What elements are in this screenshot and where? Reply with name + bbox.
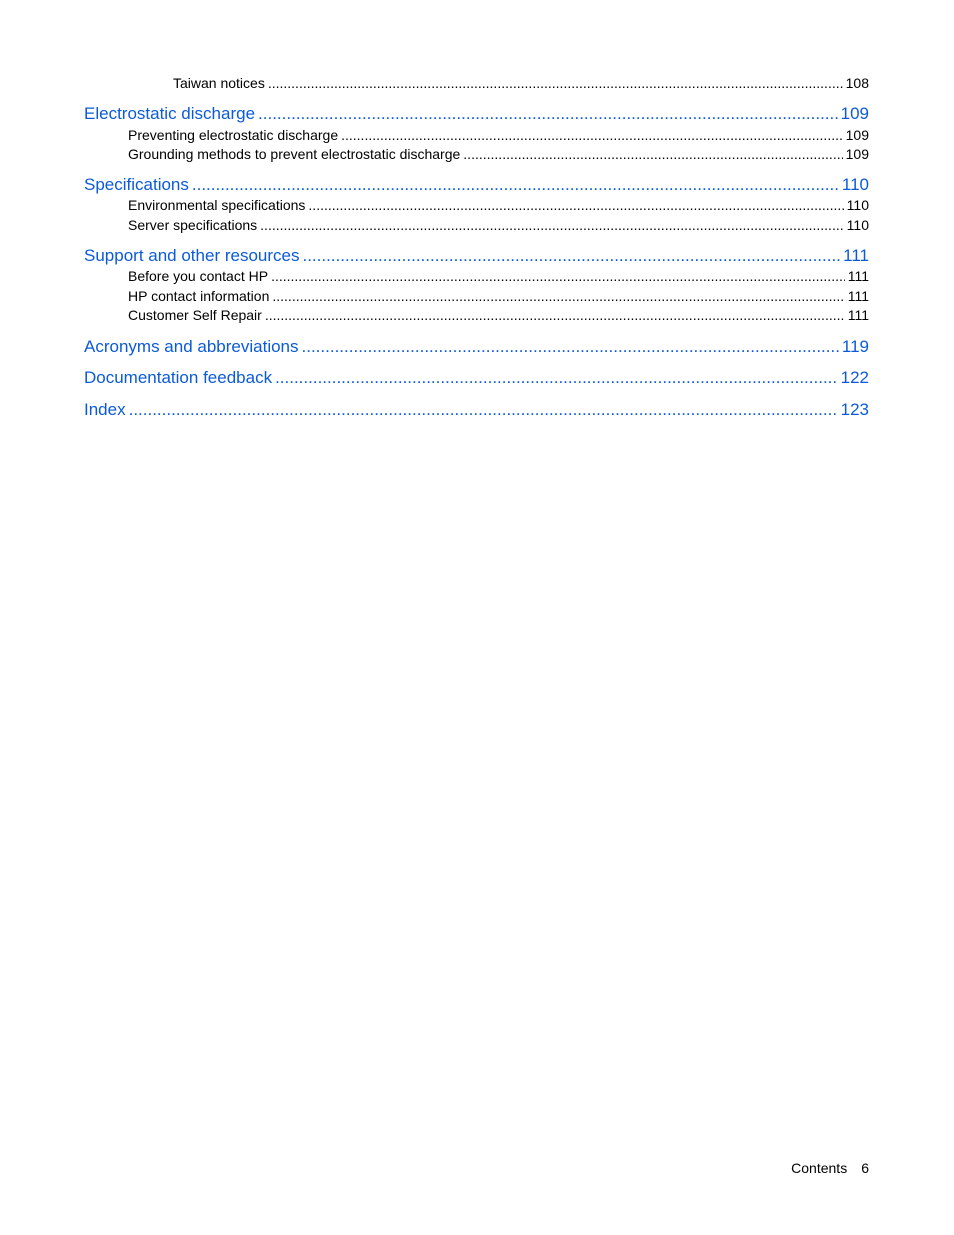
toc-leader-dots [268, 75, 843, 91]
toc-entry-page: 110 [841, 175, 869, 194]
toc-entry-title: Support and other resources [84, 246, 300, 265]
toc-entry-page: 123 [840, 400, 869, 419]
toc-leader-dots [258, 104, 838, 124]
toc-entry-title: Before you contact HP [128, 268, 269, 284]
toc-entry-specifications[interactable] [84, 175, 869, 195]
toc-entry-preventing-electrostatic-discharge[interactable] [128, 127, 869, 143]
toc-entry-title: Grounding methods to prevent electrostatic discharge [128, 146, 461, 162]
toc-entry-documentation-feedback[interactable] [84, 368, 869, 388]
toc-leader-dots [463, 146, 842, 162]
page-footer [791, 1160, 869, 1176]
toc-entry-title: Documentation feedback [84, 368, 273, 387]
toc-entry-page: 109 [845, 127, 869, 143]
toc-entry-page: 109 [845, 146, 869, 162]
toc-leader-dots [265, 307, 845, 323]
toc-leader-dots [129, 400, 838, 420]
toc-entry-acronyms-and-abbreviations[interactable] [84, 337, 869, 357]
toc-entry-before-you-contact-hp[interactable] [128, 268, 869, 284]
toc-entry-taiwan-notices[interactable] [173, 75, 869, 91]
toc-leader-dots [308, 197, 843, 213]
toc-entry-index[interactable] [84, 400, 869, 420]
toc-entry-page: 111 [843, 246, 869, 265]
toc-entry-grounding-methods[interactable] [128, 146, 869, 162]
toc-entry-title: Acronyms and abbreviations [84, 337, 299, 356]
toc-leader-dots [192, 175, 839, 195]
toc-leader-dots [260, 217, 844, 233]
toc-leader-dots [272, 288, 844, 304]
toc-entry-title: Specifications [84, 175, 189, 194]
toc-entry-title: Environmental specifications [128, 197, 306, 213]
toc-entry-title: Preventing electrostatic discharge [128, 127, 339, 143]
toc-entry-page: 119 [841, 337, 869, 356]
toc-leader-dots [275, 368, 838, 388]
toc-entry-page: 111 [847, 288, 869, 304]
footer-page-number: 6 [861, 1160, 869, 1176]
toc-entry-title: Electrostatic discharge [84, 104, 256, 123]
toc-entry-support-and-other-resources[interactable] [84, 246, 869, 266]
toc-entry-server-specifications[interactable] [128, 217, 869, 233]
toc-entry-page: 111 [847, 268, 869, 284]
toc-entry-page: 110 [846, 197, 869, 213]
toc-leader-dots [302, 246, 840, 266]
toc-entry-title: Index [84, 400, 126, 419]
toc-entry-page: 110 [846, 217, 869, 233]
toc-entry-page: 122 [840, 368, 869, 387]
toc-entry-electrostatic-discharge[interactable] [84, 104, 869, 124]
toc-entry-title: HP contact information [128, 288, 270, 304]
toc-entry-environmental-specifications[interactable] [128, 197, 869, 213]
toc-entry-title: Taiwan notices [173, 75, 265, 91]
toc-entry-title: Server specifications [128, 217, 258, 233]
toc-entry-page: 111 [847, 307, 869, 323]
footer-section-label: Contents [791, 1160, 848, 1176]
toc-leader-dots [271, 268, 845, 284]
toc-entry-title: Customer Self Repair [128, 307, 262, 323]
toc-leader-dots [302, 337, 839, 357]
toc-entry-page: 108 [845, 75, 869, 91]
toc-leader-dots [341, 127, 843, 143]
toc-entry-page: 109 [840, 104, 869, 123]
toc-entry-hp-contact-information[interactable] [128, 288, 869, 304]
toc-entry-customer-self-repair[interactable] [128, 307, 869, 323]
